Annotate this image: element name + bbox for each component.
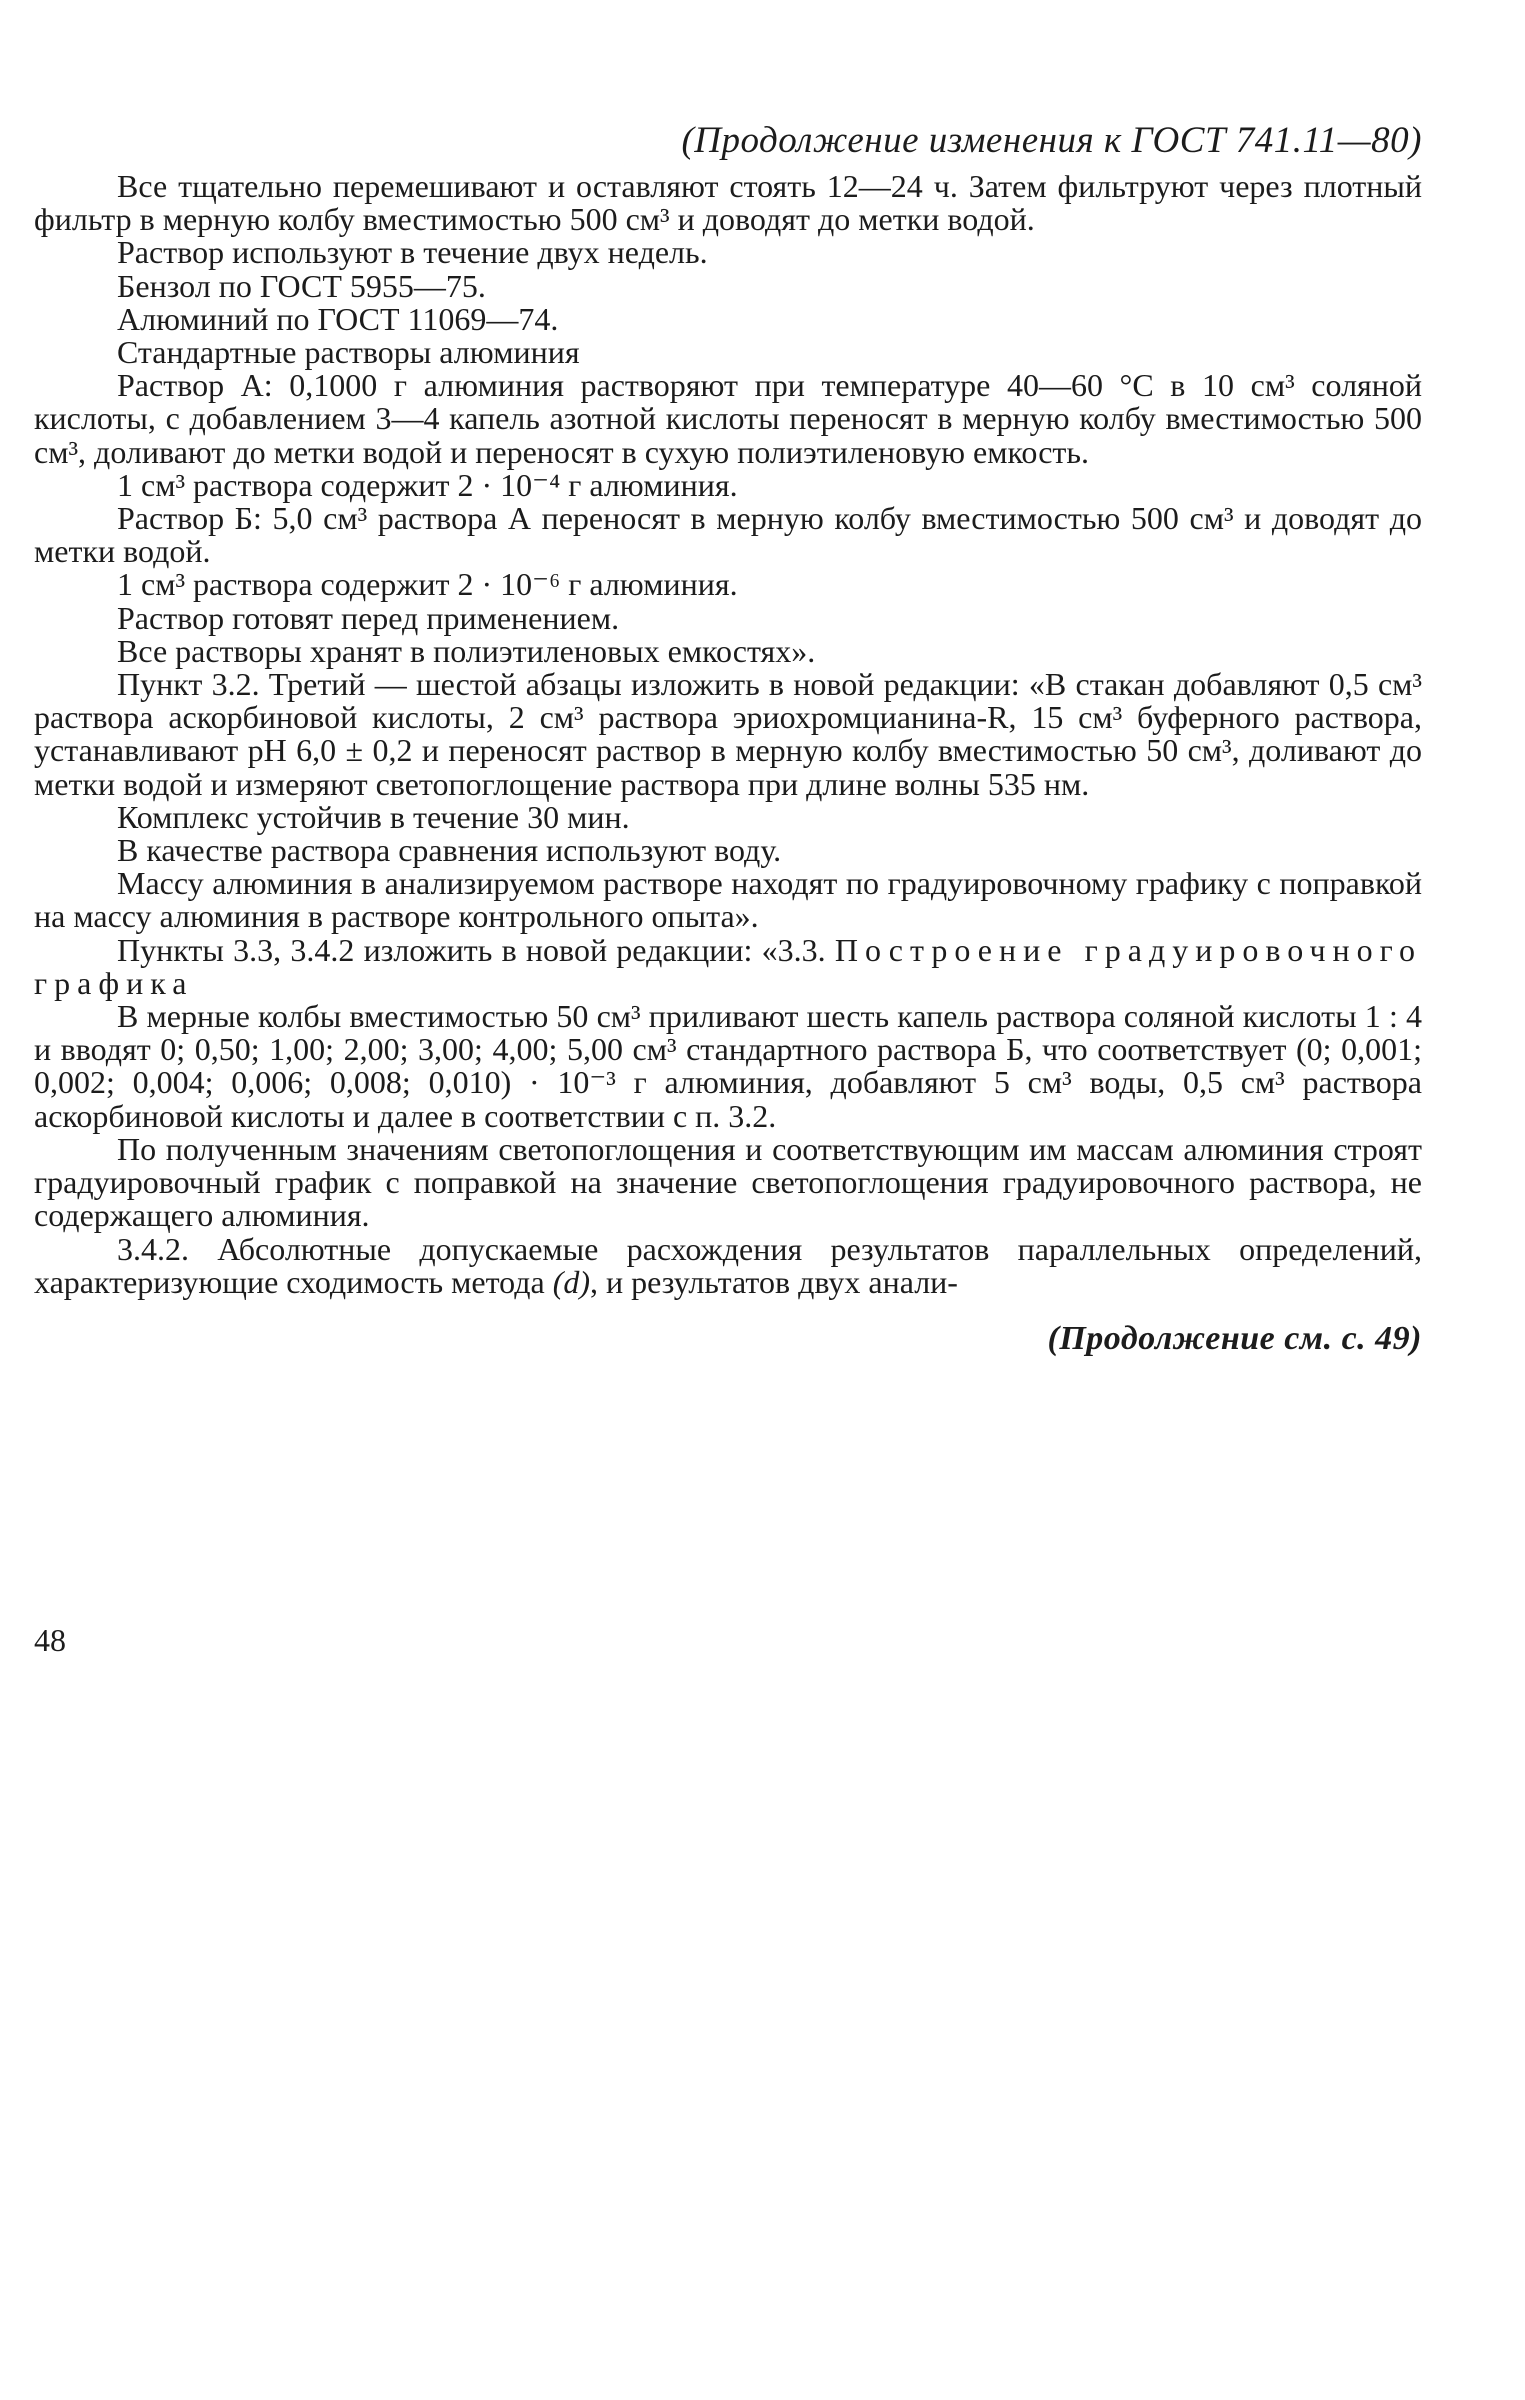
paragraph-prepare-before-use: Раствор готовят перед применением. [117, 599, 620, 636]
paragraph-standard-solutions: Стандартные растворы алюминия [117, 334, 580, 371]
paragraph-clauses-3-3-3-4-2 [34, 931, 1423, 1001]
paragraph-clause-3-4-2 [34, 1230, 1422, 1300]
paragraph-complex-stability: Комплекс устойчив в течение 30 мин. [117, 798, 630, 835]
paragraph-benzene: Бензол по ГОСТ 5955—75. [117, 267, 486, 304]
paragraph-reference-solution: В качестве раствора сравнения используют воду. [117, 832, 782, 869]
paragraph-volumetric-flasks: В мерные колбы вместимостью 50 см³ приливают шесть капель раствора соляной кислоты 1 : 4 и вводят 0; 0,50; 1,00; 2,00; 3,00; 4,00; 5,00 см³ стандартного раствора Б, что соответствует (0; 0,001; 0,002; 0,004; 0,006; 0,008; 0,010) · 10⁻³ г алюминия, добавляют 5 см³ воды, 0,5 см³ раствора аскорбиновой кислоты и далее в соответствии с п. 3.2. [34, 998, 1422, 1134]
paragraph-storage: Все растворы хранят в полиэтиленовых емкостях». [117, 632, 816, 669]
document-body [34, 170, 1422, 1299]
variable-d: (d) [552, 1263, 591, 1300]
page-number: 48 [34, 1622, 66, 1658]
clause-intro: Пункты 3.3, 3.4.2 изложить в новой редакции: «3.3. [117, 931, 826, 968]
paragraph-aluminium: Алюминий по ГОСТ 11069—74. [117, 300, 559, 337]
paragraph-solution-b-content: 1 см³ раствора содержит 2 · 10⁻⁶ г алюминия. [117, 566, 738, 603]
continuation-footer: (Продолжение см. с. 49) [1047, 1319, 1422, 1357]
paragraph-mixing: Все тщательно перемешивают и оставляют стоять 12—24 ч. Затем фильтруют через плотный фильтр в мерную колбу вместимостью 500 см³ и доводят до метки водой. [34, 168, 1422, 238]
paragraph-aluminium-mass: Массу алюминия в анализируемом растворе находят по градуировочному графику с поправкой на массу алюминия в растворе контрольного опыта». [34, 865, 1422, 935]
continuation-header: (Продолжение изменения к ГОСТ 741.11—80) [681, 120, 1422, 161]
section-heading-calibration: Построение градуировочного графика [34, 931, 1423, 1001]
clause-3-4-2-tail: , и результатов двух анали- [590, 1263, 958, 1300]
document-page [34, 118, 1422, 1361]
paragraph-solution-a: Раствор А: 0,1000 г алюминия растворяют при температуре 40—60 °С в 10 см³ соляной кислоты, с добавлением 3—4 капель азотной кислоты переносят в мерную колбу вместимостью 500 см³, доливают до метки водой и переносят в сухую полиэтиленовую емкость. [34, 367, 1422, 470]
paragraph-solution-b: Раствор Б: 5,0 см³ раствора А переносят в мерную колбу вместимостью 500 см³ и доводят до метки водой. [34, 500, 1422, 570]
paragraph-calibration-graph: По полученным значениям светопоглощения и соответствующим им массам алюминия строят градуировочный график с поправкой на значение светопоглощения градуировочного раствора, не содержащего алюминия. [34, 1130, 1422, 1234]
paragraph-solution-a-content: 1 см³ раствора содержит 2 · 10⁻⁴ г алюминия. [117, 466, 738, 503]
paragraph-usage-period: Раствор используют в течение двух недель. [117, 234, 708, 271]
clause-3-4-2-lead: 3.4.2. Абсолютные допускаемые расхождения результатов параллельных определений, характеризующие сходимость метода [34, 1230, 1422, 1300]
paragraph-clause-3-2: Пункт 3.2. Третий — шестой абзацы изложить в новой редакции: «В стакан добавляют 0,5 см³ раствора аскорбиновой кислоты, 2 см³ раствора эриохромцианина-R, 15 см³ буферного раствора, устанавливают pH 6,0 ± 0,2 и переносят раствор в мерную колбу вместимостью 50 см³, доливают до метки водой и измеряют светопоглощение раствора при длине волны 535 нм. [34, 666, 1422, 802]
